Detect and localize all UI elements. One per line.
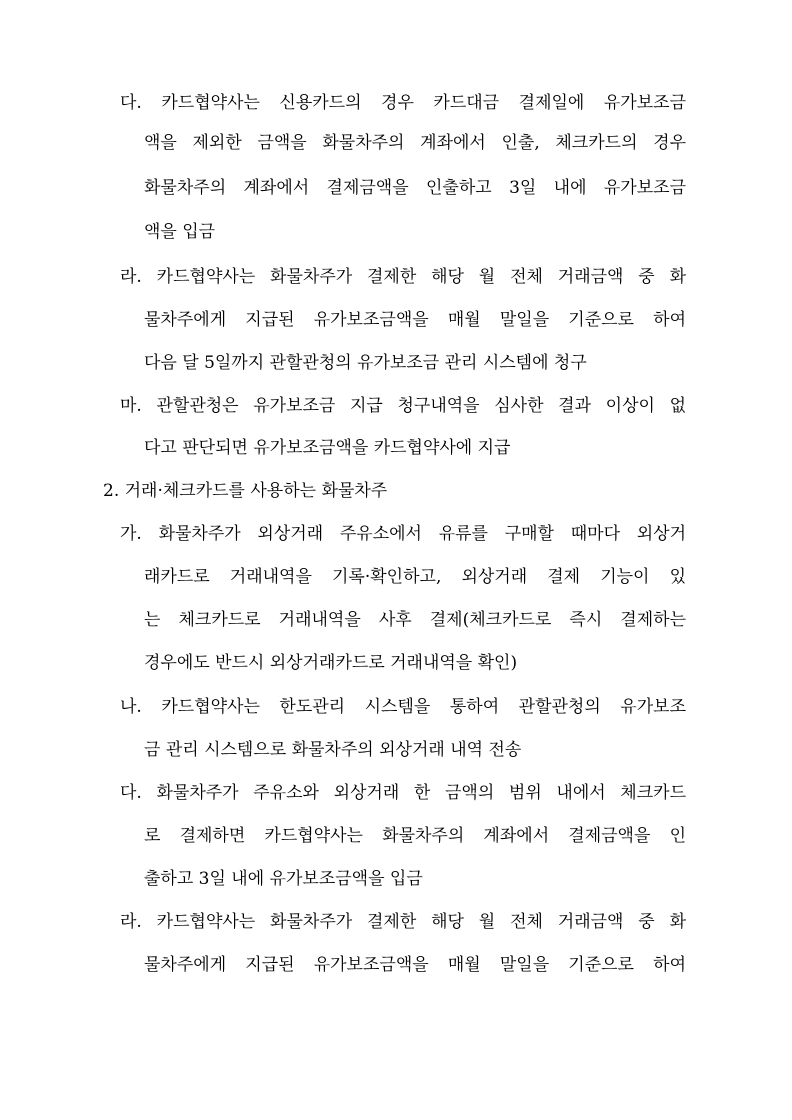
item-ga-line-4: 경우에도 반드시 외상거래카드로 거래내역을 확인) (144, 653, 518, 673)
item-na-line-1: 나. 카드협약사는 한도관리 시스템을 통하여 관할관청의 유가보조 (120, 697, 686, 717)
item-da2-line-2: 로 결제하면 카드협약사는 화물차주의 계좌에서 결제금액을 인 (144, 826, 686, 846)
item-da-line-3: 화물차주의 계좌에서 결제금액을 인출하고 3일 내에 유가보조금 (144, 178, 686, 198)
item-da2-line-3: 출하고 3일 내에 유가보조금액을 입금 (144, 869, 423, 889)
item-ma-line-2: 다고 판단되면 유가보조금액을 카드협약사에 지급 (144, 438, 511, 458)
section-2-heading: 2. 거래·체크카드를 사용하는 화물차주 (103, 481, 388, 501)
item-ra2-line-2: 물차주에게 지급된 유가보조금액을 매월 말일을 기준으로 하여 (144, 955, 686, 975)
item-da2-line-1: 다. 화물차주가 주유소와 외상거래 한 금액의 범위 내에서 체크카드 (120, 783, 686, 803)
item-ra2-line-1: 라. 카드협약사는 화물차주가 결제한 해당 월 전체 거래금액 중 화 (120, 912, 686, 932)
item-ra-line-3: 다음 달 5일까지 관할관청의 유가보조금 관리 시스템에 청구 (144, 353, 587, 373)
item-ma-line-1: 마. 관할관청은 유가보조금 지급 청구내역을 심사한 결과 이상이 없 (120, 396, 686, 416)
item-ra-line-1: 라. 카드협약사는 화물차주가 결제한 해당 월 전체 거래금액 중 화 (120, 267, 686, 287)
item-da-line-1: 다. 카드협약사는 신용카드의 경우 카드대금 결제일에 유가보조금 (120, 93, 686, 113)
item-ra-line-2: 물차주에게 지급된 유가보조금액을 매월 말일을 기준으로 하여 (144, 310, 686, 330)
item-da-line-2: 액을 제외한 금액을 화물차주의 계좌에서 인출, 체크카드의 경우 (144, 133, 686, 153)
item-da-line-4: 액을 입금 (144, 222, 216, 242)
item-ga-line-1: 가. 화물차주가 외상거래 주유소에서 유류를 구매할 때마다 외상거 (120, 524, 686, 544)
item-na-line-2: 금 관리 시스템으로 화물차주의 외상거래 내역 전송 (144, 740, 522, 760)
item-ga-line-2: 래카드로 거래내역을 기록·확인하고, 외상거래 결제 기능이 있 (144, 567, 686, 587)
item-ga-line-3: 는 체크카드로 거래내역을 사후 결제(체크카드로 즉시 결제하는 (144, 610, 686, 630)
